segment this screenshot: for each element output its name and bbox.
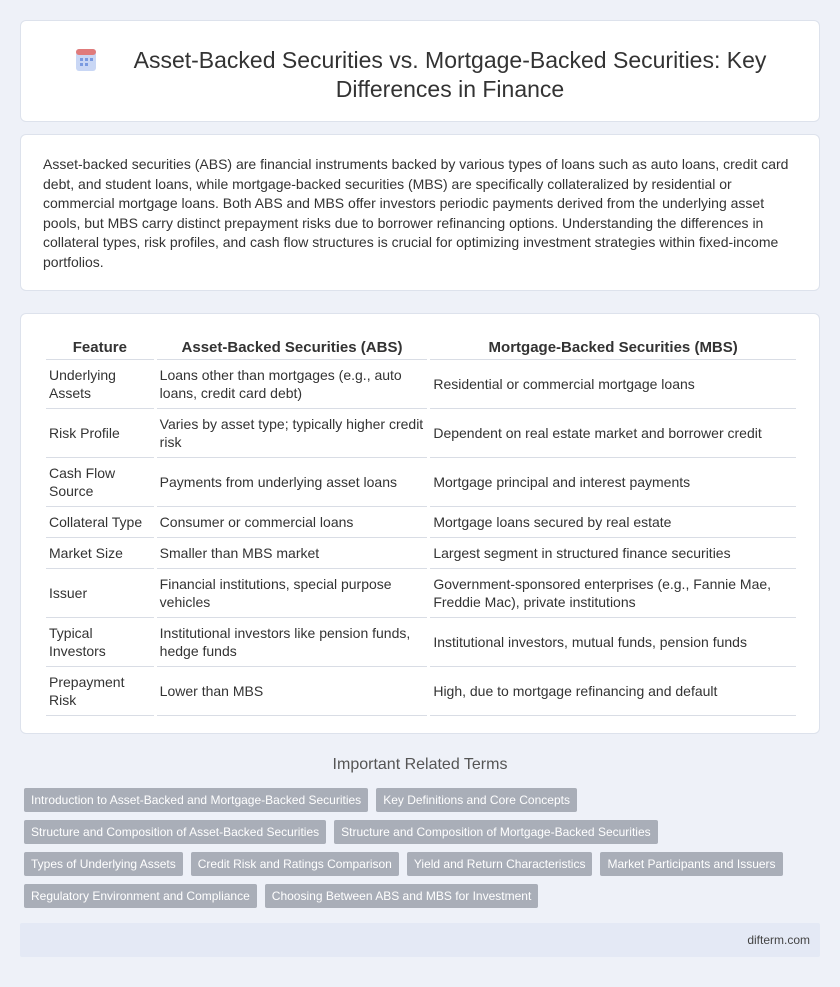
table-cell-mbs: Institutional investors, mutual funds, pension funds [430,618,796,667]
table-cell-abs: Lower than MBS [157,667,428,716]
table-row [46,667,796,716]
related-term-tag[interactable]: Credit Risk and Ratings Comparison [191,852,399,876]
table-cell-abs: Varies by asset type; typically higher credit risk [157,409,428,458]
table-cell-abs: Financial institutions, special purpose vehicles [157,569,428,618]
comparison-table [43,332,799,716]
table-cell-feature: Cash Flow Source [46,458,154,507]
table-cell-abs: Loans other than mortgages (e.g., auto loans, credit card debt) [157,360,428,409]
table-cell-feature: Typical Investors [46,618,154,667]
intro-card [20,134,820,291]
column-header-feature: Feature [46,332,154,360]
table-cell-feature: Prepayment Risk [46,667,154,716]
footer [20,923,820,957]
related-terms-title: Important Related Terms [332,756,508,773]
column-header-abs: Asset-Backed Securities (ABS) [157,332,428,360]
table-cell-mbs: Largest segment in structured finance securities [430,538,796,569]
header-card [20,20,820,122]
page-title: Asset-Backed Securities vs. Mortgage-Backed Securities: Key Differences in Finance [133,47,767,102]
table-cell-feature: Risk Profile [46,409,154,458]
related-term-tag[interactable]: Yield and Return Characteristics [407,852,593,876]
table-cell-mbs: Residential or commercial mortgage loans [430,360,796,409]
table-cell-abs: Payments from underlying asset loans [157,458,428,507]
table-cell-feature: Issuer [46,569,154,618]
related-term-tag[interactable]: Structure and Composition of Asset-Backed Securities [24,820,326,844]
table-cell-mbs: High, due to mortgage refinancing and default [430,667,796,716]
footer-site-link[interactable]: difterm.com [747,933,810,947]
table-row [46,409,796,458]
table-cell-mbs: Dependent on real estate market and borrower credit [430,409,796,458]
table-cell-abs: Smaller than MBS market [157,538,428,569]
table-cell-abs: Consumer or commercial loans [157,507,428,538]
table-row [46,360,796,409]
table-row [46,458,796,507]
table-cell-feature: Collateral Type [46,507,154,538]
column-header-mbs: Mortgage-Backed Securities (MBS) [430,332,796,360]
table-cell-mbs: Mortgage loans secured by real estate [430,507,796,538]
related-term-tag[interactable]: Key Definitions and Core Concepts [376,788,577,812]
table-row [46,538,796,569]
table-cell-mbs: Government-sponsored enterprises (e.g., Fannie Mae, Freddie Mac), private institutions [430,569,796,618]
table-cell-abs: Institutional investors like pension funds, hedge funds [157,618,428,667]
related-term-tag[interactable]: Types of Underlying Assets [24,852,183,876]
table-row [46,569,796,618]
table-row [46,507,796,538]
related-term-tag[interactable]: Market Participants and Issuers [600,852,782,876]
related-term-tag[interactable]: Choosing Between ABS and MBS for Investment [265,884,538,908]
table-cell-mbs: Mortgage principal and interest payments [430,458,796,507]
related-terms-list [24,788,814,916]
table-row [46,618,796,667]
comparison-table-card [20,313,820,734]
related-term-tag[interactable]: Regulatory Environment and Compliance [24,884,257,908]
intro-paragraph: Asset-backed securities (ABS) are financial instruments backed by various types of loans such as auto loans, credit card debt, and student loans, while mortgage-backed securities (MBS) are specifically collateralized by residential or commercial mortgage loans. Both ABS and MBS offer investors periodic payments derived from the underlying asset pools, but MBS carry distinct prepayment risks due to borrower refinancing options. Understanding the differences in collateral types, risk profiles, and cash flow structures is crucial for optimizing investment strategies within fixed-income portfolios. [43,156,789,270]
related-term-tag[interactable]: Structure and Composition of Mortgage-Backed Securities [334,820,658,844]
table-cell-feature: Underlying Assets [46,360,154,409]
table-cell-feature: Market Size [46,538,154,569]
related-term-tag[interactable]: Introduction to Asset-Backed and Mortgage-Backed Securities [24,788,368,812]
